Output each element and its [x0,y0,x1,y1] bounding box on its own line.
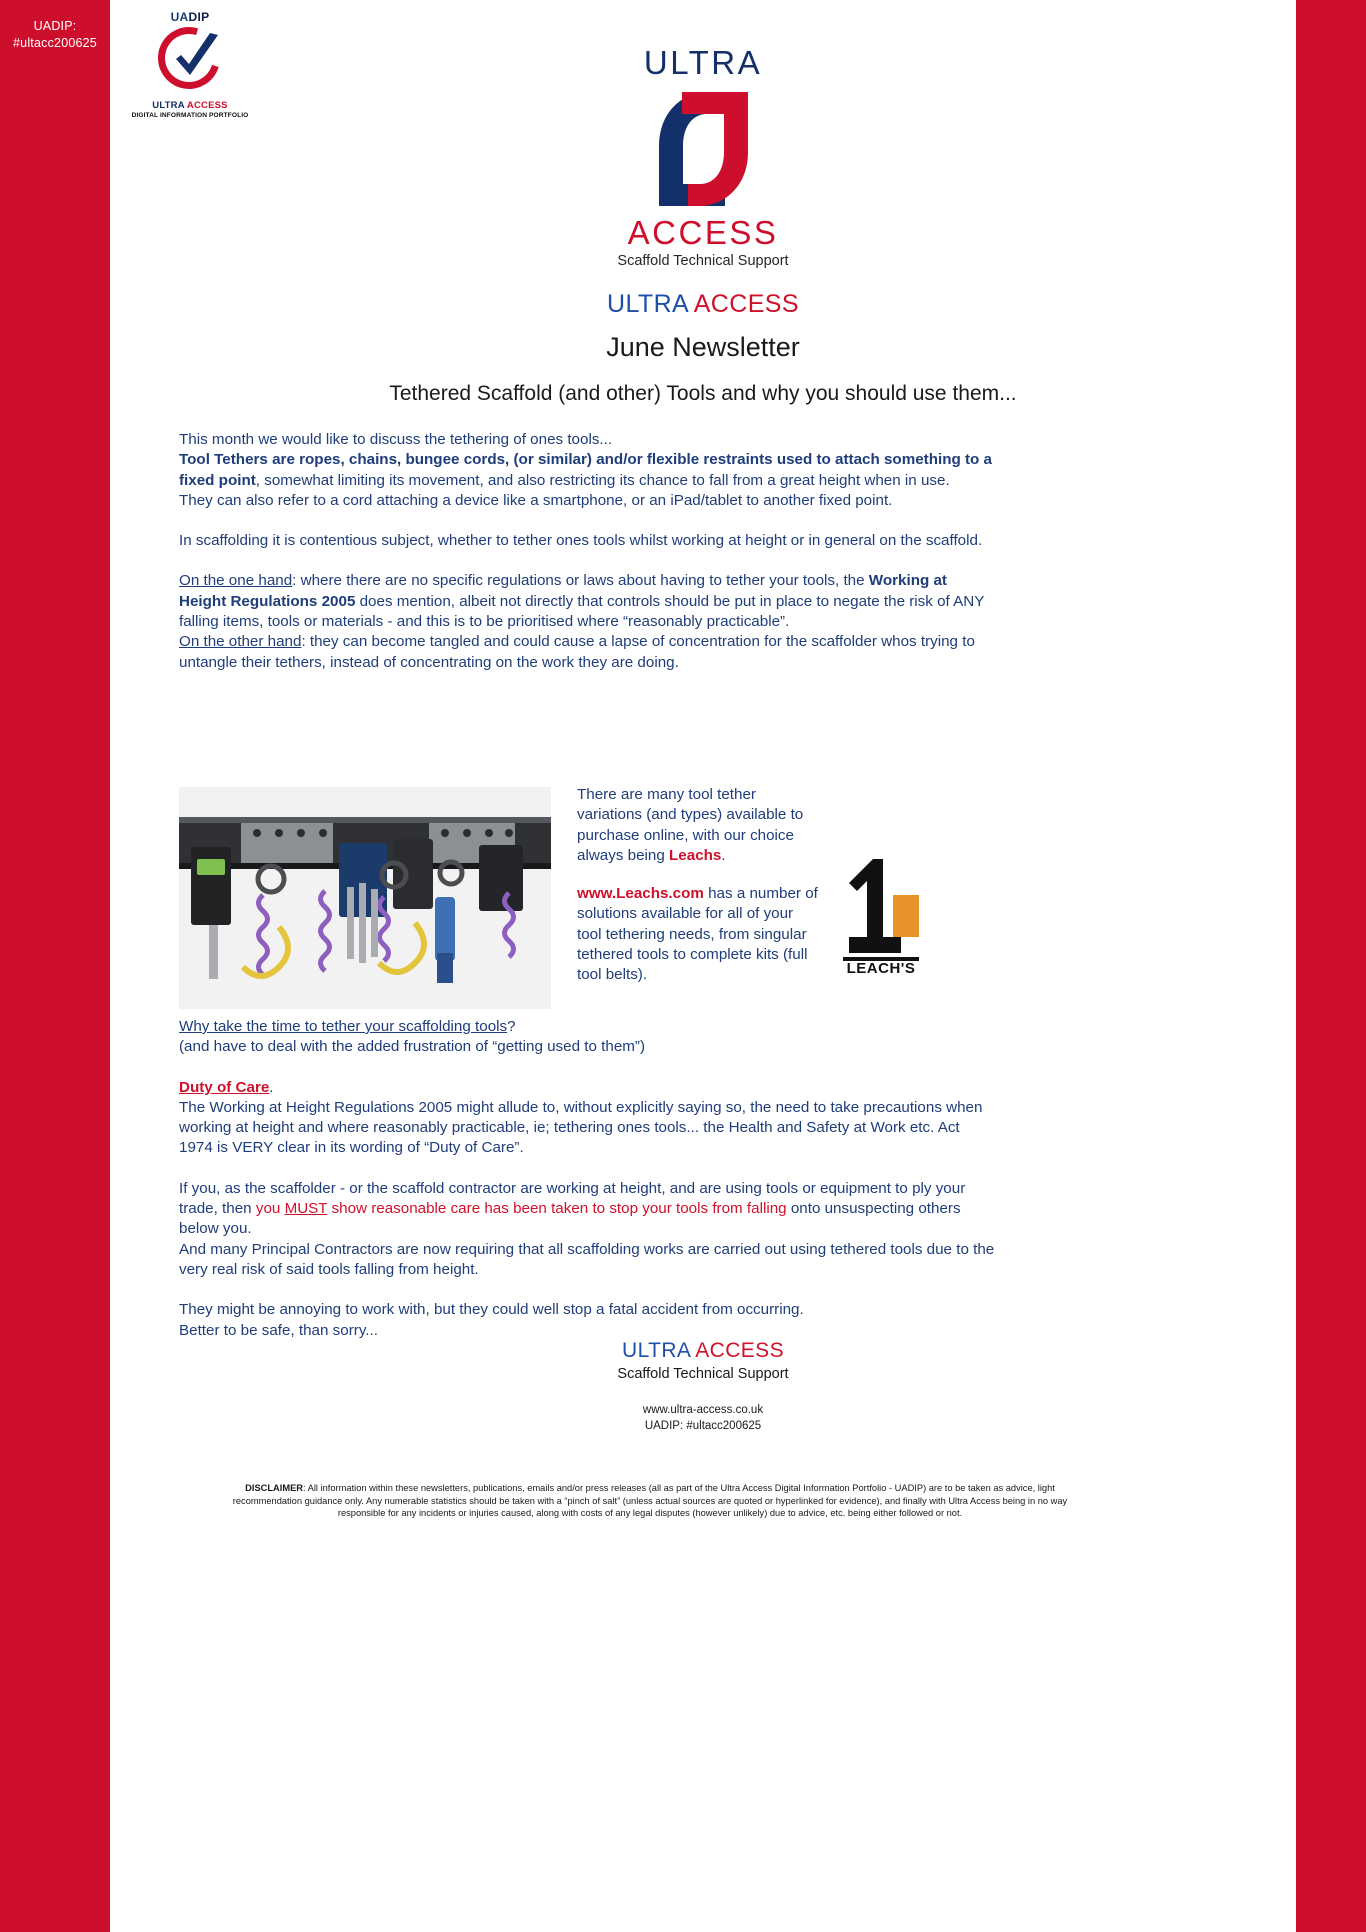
paragraph-why-tether [179,1017,997,1037]
sidebar-uadip-tag [0,18,110,52]
if-you-text-b: onto unsuspecting others below you. [179,1200,961,1238]
one-hand-text-b: does mention, albeit not directly that controls should be put in place to negate the risk of ANY falling items, tools or materials - and this is to be prioritised where “reasonably practicable”. [179,592,985,631]
why-tether-underlined: Why take the time to tether your scaffolding tools [179,1018,508,1035]
svg-text:LEACH'S: LEACH'S [846,960,916,975]
brand-ultra-text: ULTRA [607,290,694,318]
sidebar-uadip-code: #ultacc200625 [13,36,97,50]
feature-text-b: . [721,846,726,864]
spacer [179,551,997,571]
signoff-website-link[interactable]: www.ultra-access.co.uk [642,1404,764,1416]
title-block [110,289,1296,411]
definition-bold-text: Tool Tethers are ropes, chains, bungee cords, (or similar) and/or flexible restraints used to attach something to a fixed point [179,451,992,489]
masthead-access-text: ACCESS [627,214,779,251]
paragraph-why-sub: (and have to deal with the added frustration of “getting used to them”) [179,1038,646,1056]
uadip-dip-text: DIP [188,10,210,24]
right-red-bar [1296,0,1366,1932]
paragraph-if-you [179,1179,997,1240]
issue-title: June Newsletter [606,332,800,362]
left-red-bar [0,0,110,1932]
one-hand-label: On the one hand [179,572,293,590]
paragraph-definition-extra: They can also refer to a cord attaching a device like a smartphone, or an iPad/tablet to another fixed point. [179,491,893,509]
paragraph-principal-contractors: And many Principal Contractors are now requiring that all scaffolding works are carried out using tethered tools due to the very real risk of said tools falling from height. [179,1240,995,1278]
leachs-logo-icon [839,853,923,975]
paragraph-closing-1: They might be annoying to work with, but they could well stop a fatal accident from occurring. [179,1301,804,1319]
feature-side-text [577,785,819,986]
why-tether-rest: ? [507,1018,516,1035]
spacer [179,1058,997,1078]
uadip-stamp-access: ACCESS [186,100,228,111]
paragraph-duty-heading [179,1078,997,1098]
other-hand-label: On the other hand [179,633,302,651]
feature-text-c: has a number of solutions available for all of your tool tethering needs, from singular tethered tools to complete kits (full tool belts). [577,885,818,984]
tool-belt-illustration [179,787,551,1009]
disclaimer-label: DISCLAIMER [245,1483,303,1493]
signoff-access-text: ACCESS [695,1339,784,1362]
wahr-2005-bold: Working at Height Regulations 2005 [179,572,947,610]
paragraph-contentious: In scaffolding it is contentious subject, whether to tether ones tools whilst working at height or in general on the scaffold. [179,532,983,550]
duty-heading-period: . [269,1078,274,1096]
body-copy [179,430,997,673]
signoff-block [110,1338,1296,1434]
masthead-ultra-text: ULTRA [643,44,763,81]
brand-access-text: ACCESS [693,290,799,318]
if-you-red-2: show reasonable care has been taken to stop your tools from falling [327,1200,787,1218]
uadip-stamp-subtitle: DIGITAL INFORMATION PORTFOLIO [131,112,249,119]
feature-paragraph-1 [577,785,819,866]
signoff-ultra-text: ULTRA [622,1339,696,1362]
spacer [577,866,819,884]
paragraph-definition [179,450,997,491]
if-you-red-1: you [255,1200,285,1218]
signoff-uadip-code: UADIP: #ultacc200625 [644,1420,762,1432]
paragraph-one-hand [179,571,997,632]
feature-block [179,773,997,1023]
signoff-tagline: Scaffold Technical Support [617,1366,789,1382]
ultra-access-monogram-icon [641,84,766,214]
other-hand-text: : they can become tangled and could cause a lapse of concentration for the scaffolder whos trying to untangle their tethers, instead of concentrating on the work they are doing. [179,633,975,671]
uadip-wordmark [125,10,255,24]
feature-text-a: There are many tool tether variations (and types) available to purchase online, with our choice always being [577,786,804,864]
disclaimer-block [230,1482,1070,1520]
one-hand-text-a: : where there are no specific regulations or laws about having to tether your tools, the [292,572,869,590]
signoff-brand-line [110,1338,1296,1364]
must-emphasis: MUST [284,1200,328,1218]
masthead-logo [110,46,1296,269]
brand-line [110,289,1296,319]
spacer [179,511,997,531]
uadip-ua-text: UA [170,10,189,24]
leachs-brand-mention: Leachs [669,846,722,864]
disclaimer-text: : All information within these newsletters, publications, emails and/or press releases (all as part of the Ultra Access Digital Information Portfolio - UADIP) are to be taken as advice, light recommendation guidance only. Any numerable statistics should be taken with a “pinch of salt” (unless actual sources are quoted or hyperlinked for evidence), and finally with Ultra Access being in no way responsible for any incidents or injuries caused, along with costs of any legal disputes (however unlikely) due to advice, etc. being either followed or not. [232,1483,1068,1519]
spacer [179,1159,997,1179]
if-you-text-a: If you, as the scaffolder - or the scaffold contractor are working at height, and are using tools or equipment to ply your trade, then [179,1179,966,1218]
uadip-stamp-ultra: ULTRA [152,100,187,111]
tool-belt-photo [179,787,551,1009]
sidebar-uadip-label: UADIP: [33,19,77,33]
signoff-contact [110,1402,1296,1434]
article-title: Tethered Scaffold (and other) Tools and why you should use them... [389,382,1017,405]
paragraph-duty-text: The Working at Height Regulations 2005 might allude to, without explicitly saying so, the need to take precautions when working at height and where reasonably practicable, ie; tethering ones tools... the Health and Safety at Work etc. Act 1974 is VERY clear in its wording of “Duty of Care”. [179,1098,983,1157]
feature-paragraph-2 [577,884,819,985]
spacer [179,1280,997,1300]
newsletter-page [110,0,1296,1932]
paragraph-intro: This month we would like to discuss the tethering of ones tools... [179,431,613,448]
leachs-website-link[interactable]: www.Leachs.com [577,885,704,903]
lower-copy [179,1017,997,1341]
masthead-tagline: Scaffold Technical Support [617,253,789,269]
paragraph-closing-2: Better to be safe, than sorry... [179,1321,378,1339]
duty-of-care-heading: Duty of Care [179,1078,270,1096]
paragraph-other-hand [179,632,997,673]
definition-rest-text: , somewhat limiting its movement, and also restricting its chance to fall from a great height when in use. [255,471,950,489]
